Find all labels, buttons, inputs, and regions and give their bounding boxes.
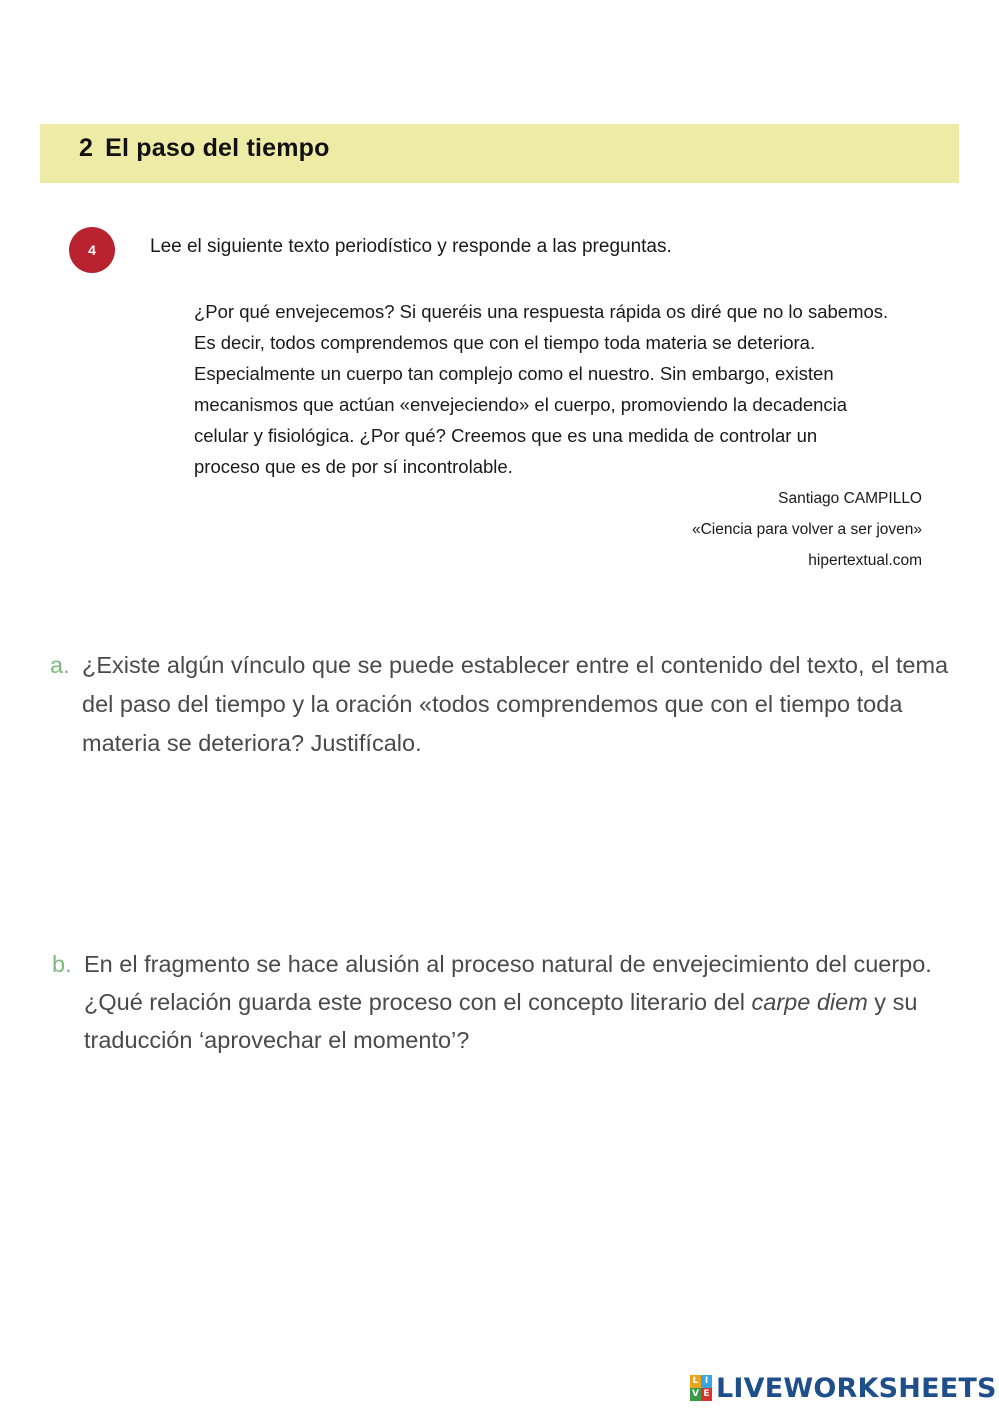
article-source-title: «Ciencia para volver a ser joven» <box>691 521 922 538</box>
section-header <box>40 124 959 183</box>
question-a <box>50 646 980 766</box>
article-excerpt <box>194 296 924 482</box>
section-title-text: El paso del tiempo <box>105 134 330 162</box>
logo-mark-letter: V <box>690 1388 701 1401</box>
section-number: 2 <box>79 134 94 162</box>
activity-number-badge: 4 <box>69 227 115 273</box>
section-title <box>79 124 330 172</box>
liveworksheets-logo-icon <box>690 1375 712 1401</box>
question-text <box>84 945 932 1059</box>
question-line <box>84 983 932 1021</box>
liveworksheets-logo <box>690 1372 997 1404</box>
question-line: En el fragmento se hace alusión al proceso natural de envejecimiento del cuerpo. <box>84 951 932 977</box>
article-line: Es decir, todos comprendemos que con el tiempo toda materia se deteriora. <box>194 332 816 353</box>
article-line: Especialmente un cuerpo tan complejo como el nuestro. Sin embargo, existen <box>194 363 834 384</box>
question-letter: a. <box>50 652 70 678</box>
article-line: ¿Por qué envejecemos? Si queréis una respuesta rápida os diré que no lo sabemos. <box>194 301 889 322</box>
logo-mark-letter: I <box>701 1375 712 1388</box>
question-line: del paso del tiempo y la oración «todos comprendemos que con el tiempo toda <box>82 691 903 717</box>
activity-instruction: Lee el siguiente texto periodístico y responde a las preguntas. <box>150 236 672 257</box>
liveworksheets-logo-text: LIVEWORKSHEETS <box>716 1372 997 1404</box>
logo-mark-letter: L <box>690 1375 701 1388</box>
question-b <box>52 945 982 1065</box>
article-credits <box>692 483 922 576</box>
question-line: traducción ‘aprovechar el momento’? <box>84 1027 470 1053</box>
article-line: proceso que es de por sí incontrolable. <box>194 456 513 477</box>
question-line: ¿Existe algún vínculo que se puede establecer entre el contenido del texto, el tema <box>82 652 949 678</box>
carpe-diem-term: carpe diem <box>751 989 868 1015</box>
question-letter: b. <box>52 951 72 977</box>
question-line-segment: ¿Qué relación guarda este proceso con el concepto literario del <box>84 989 752 1015</box>
article-line: mecanismos que actúan «envejeciendo» el cuerpo, promoviendo la decadencia <box>194 394 848 415</box>
question-line-segment: y su <box>867 989 918 1015</box>
article-website: hipertextual.com <box>808 552 922 569</box>
logo-mark-letter: E <box>701 1388 712 1401</box>
question-text <box>82 646 948 763</box>
article-line: celular y fisiológica. ¿Por qué? Creemos que es una medida de controlar un <box>194 425 818 446</box>
question-line: materia se deteriora? Justifícalo. <box>82 730 422 756</box>
article-author: Santiago CAMPILLO <box>778 490 922 507</box>
